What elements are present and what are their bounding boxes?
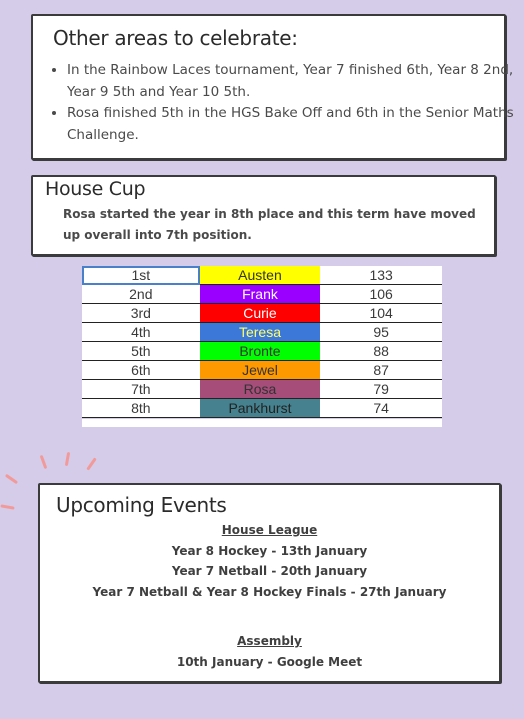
table-row — [82, 304, 442, 323]
table-row — [82, 399, 442, 418]
spark-decoration — [5, 474, 18, 484]
table-row — [82, 266, 442, 285]
points-cell: 79 — [320, 380, 442, 399]
events-heading: Upcoming Events — [56, 493, 227, 517]
house-cup-text: Rosa started the year in 8th place and this term have moved up overall into 7th position. — [63, 207, 476, 242]
rank-cell: 5th — [82, 342, 200, 361]
points-cell: 87 — [320, 361, 442, 380]
table-row — [82, 361, 442, 380]
house-league-item: Year 8 Hockey - 13th January — [171, 544, 368, 558]
house-cell: Austen — [200, 266, 321, 285]
points-cell: 133 — [320, 266, 442, 285]
house-cell: Jewel — [200, 361, 321, 380]
points-cell: 88 — [320, 342, 442, 361]
house-cell: Teresa — [200, 323, 321, 342]
rank-cell: 2nd — [82, 285, 200, 304]
house-league-title: House League — [221, 523, 318, 537]
spark-decoration — [65, 452, 70, 466]
assembly-title: Assembly — [237, 634, 302, 648]
spark-decoration — [0, 504, 14, 509]
house-league-item: Year 7 Netball - 20th January — [171, 564, 368, 578]
spark-decoration — [40, 455, 48, 469]
rank-cell: 8th — [82, 399, 200, 418]
table-row — [82, 380, 442, 399]
house-cell: Rosa — [200, 380, 321, 399]
upcoming-events-section — [38, 483, 501, 683]
house-standings-table — [82, 266, 442, 418]
assembly-item: 10th January - Google Meet — [176, 655, 363, 669]
house-cell: Bronte — [200, 342, 321, 361]
table-footer — [82, 419, 442, 427]
rank-cell: 7th — [82, 380, 200, 399]
house-cup-heading: House Cup — [45, 178, 146, 200]
celebrate-section — [31, 14, 514, 160]
spark-decoration — [86, 457, 96, 470]
house-league-item: Year 7 Netball & Year 8 Hockey Finals - 27th January — [92, 585, 447, 599]
rank-cell: 4th — [82, 323, 200, 342]
points-cell: 106 — [320, 285, 442, 304]
celebrate-item: • In the Rainbow Laces tournament, Year 7 finished 6th, Year 8 2nd, Year 9 5th and Year 10 5th. — [67, 60, 517, 103]
table-row — [82, 323, 442, 342]
house-cell: Frank — [200, 285, 321, 304]
celebrate-item: • Rosa finished 5th in the HGS Bake Off and 6th in the Senior Maths Challenge. — [67, 103, 517, 146]
celebrate-heading: Other areas to celebrate: — [53, 26, 298, 50]
table-row — [82, 285, 442, 304]
rank-cell: 1st — [82, 266, 200, 285]
house-cup-section — [31, 175, 496, 256]
rank-cell: 6th — [82, 361, 200, 380]
points-cell: 74 — [320, 399, 442, 418]
table-row — [82, 342, 442, 361]
house-cell: Pankhurst — [200, 399, 321, 418]
house-cell: Curie — [200, 304, 321, 323]
celebrate-list — [47, 60, 517, 146]
rank-cell: 3rd — [82, 304, 200, 323]
points-cell: 104 — [320, 304, 442, 323]
points-cell: 95 — [320, 323, 442, 342]
